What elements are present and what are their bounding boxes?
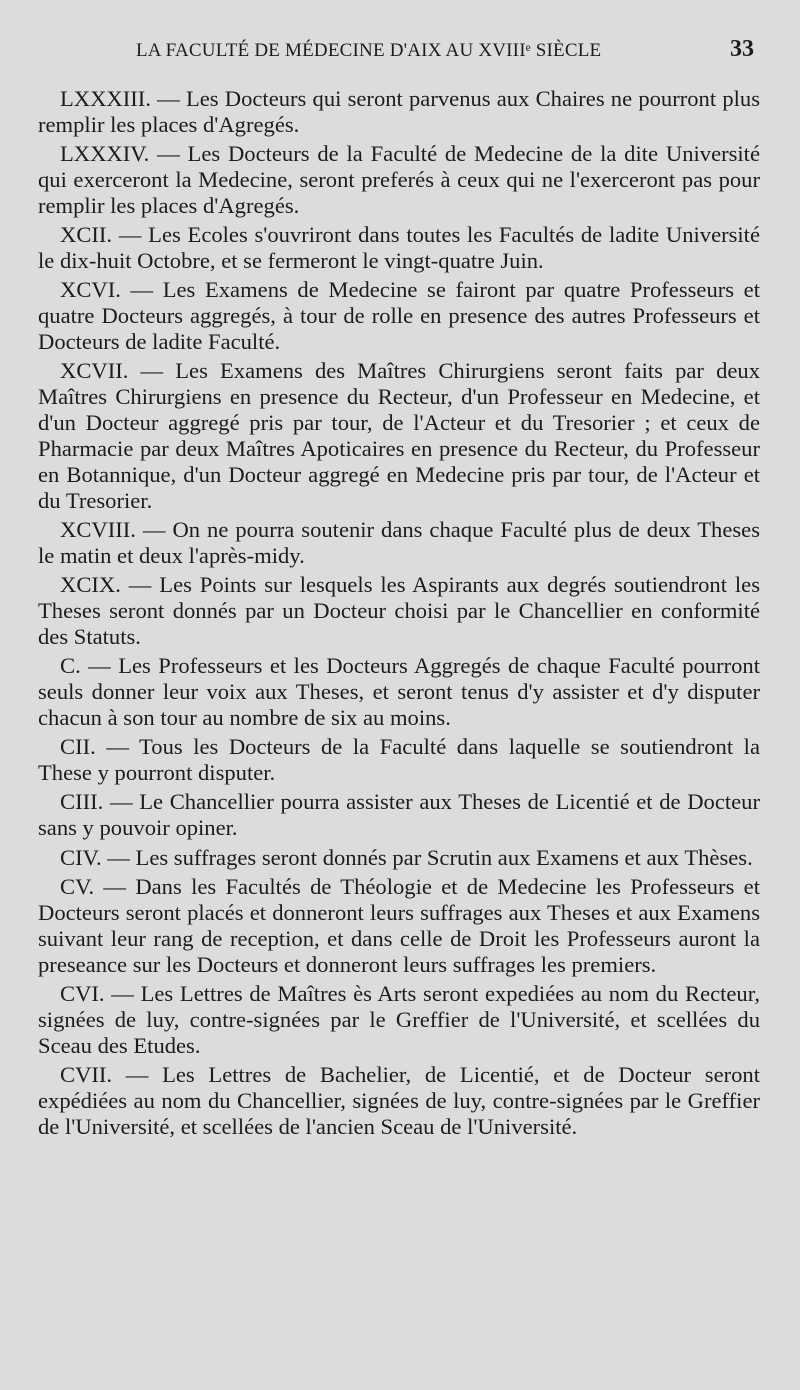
article-xcvii: XCVII. — Les Examens des Maîtres Chirurgiens seront faits par deux Maîtres Chirurgiens en presence du Recteur, d'un Professeur en Medecine, et d'un Docteur aggregé pris par tour, de l'Acteur et du Tresorier ; et ceux de Pharmacie par deux Maîtres Apoticaires en presence du Recteur, du Professeur en Botannique, d'un Docteur aggregé en Medecine pris par tour, de l'Acteur et du Tresorier. [38, 358, 760, 514]
article-lxxxiv: LXXXIV. — Les Docteurs de la Faculté de Medecine de la dite Université qui exerceront la Medecine, seront preferés à ceux qui ne l'exerceront pas pour remplir les places d'Agregés. [38, 141, 760, 218]
running-title: LA FACULTÉ DE MÉDECINE D'AIX AU XVIIIᵉ SIÈCLE [136, 40, 602, 61]
body-text [38, 86, 760, 1140]
article-ciii: CIII. — Le Chancellier pourra assister aux Theses de Licentié et de Docteur sans y pouvoir opiner. [38, 789, 760, 841]
article-xcvi: XCVI. — Les Examens de Medecine se fairont par quatre Professeurs et quatre Docteurs aggregés, à tour de rolle en presence des autres Professeurs et Docteurs de ladite Faculté. [38, 277, 760, 355]
article-cii: CII. — Tous les Docteurs de la Faculté dans laquelle se soutiendront la These y pourront disputer. [38, 734, 760, 786]
article-c: C. — Les Professeurs et les Docteurs Aggregés de chaque Faculté pourront seuls donner leur voix aux Theses, et seront tenus d'y assister et d'y disputer chacun à son tour au nombre de six au moins. [38, 653, 760, 731]
article-cvi: CVI. — Les Lettres de Maîtres ès Arts seront expediées au nom du Recteur, signées de luy, contre-signées par le Greffier de l'Université, et scellées du Sceau des Etudes. [38, 980, 760, 1058]
page-number: 33 [730, 36, 754, 62]
article-lxxxiii: LXXXIII. — Les Docteurs qui seront parvenus aux Chaires ne pourront plus remplir les places d'Agregés. [38, 86, 760, 137]
article-cv: CV. — Dans les Facultés de Théologie et de Medecine les Professeurs et Docteurs seront placés et donneront leurs suffrages aux Theses et aux Examens suivant leur rang de reception, et dans celle de Droit les Professeurs auront la preseance sur les Docteurs et donneront leurs suffrages les premiers. [38, 873, 760, 977]
article-xcix: XCIX. — Les Points sur lesquels les Aspirants aux degrés soutiendront les Theses seront donnés par un Docteur choisi par le Chancellier en conformité des Statuts. [38, 572, 760, 650]
article-cvii: CVII. — Les Lettres de Bachelier, de Licentié, et de Docteur seront expédiées au nom du Chancellier, signées de luy, contre-signées par le Greffier de l'Université, et scellées de l'ancien Sceau de l'Université. [38, 1061, 760, 1139]
article-xcviii: XCVIII. — On ne pourra soutenir dans chaque Faculté plus de deux Theses le matin et deux l'après-midy. [38, 517, 760, 569]
page-header [40, 36, 760, 66]
article-xcii: XCII. — Les Ecoles s'ouvriront dans toutes les Facultés de ladite Université le dix-huit Octobre, et se fermeront le vingt-quatre Juin. [38, 222, 760, 274]
article-civ: CIV. — Les suffrages seront donnés par Scrutin aux Examens et aux Thèses. [60, 844, 753, 870]
